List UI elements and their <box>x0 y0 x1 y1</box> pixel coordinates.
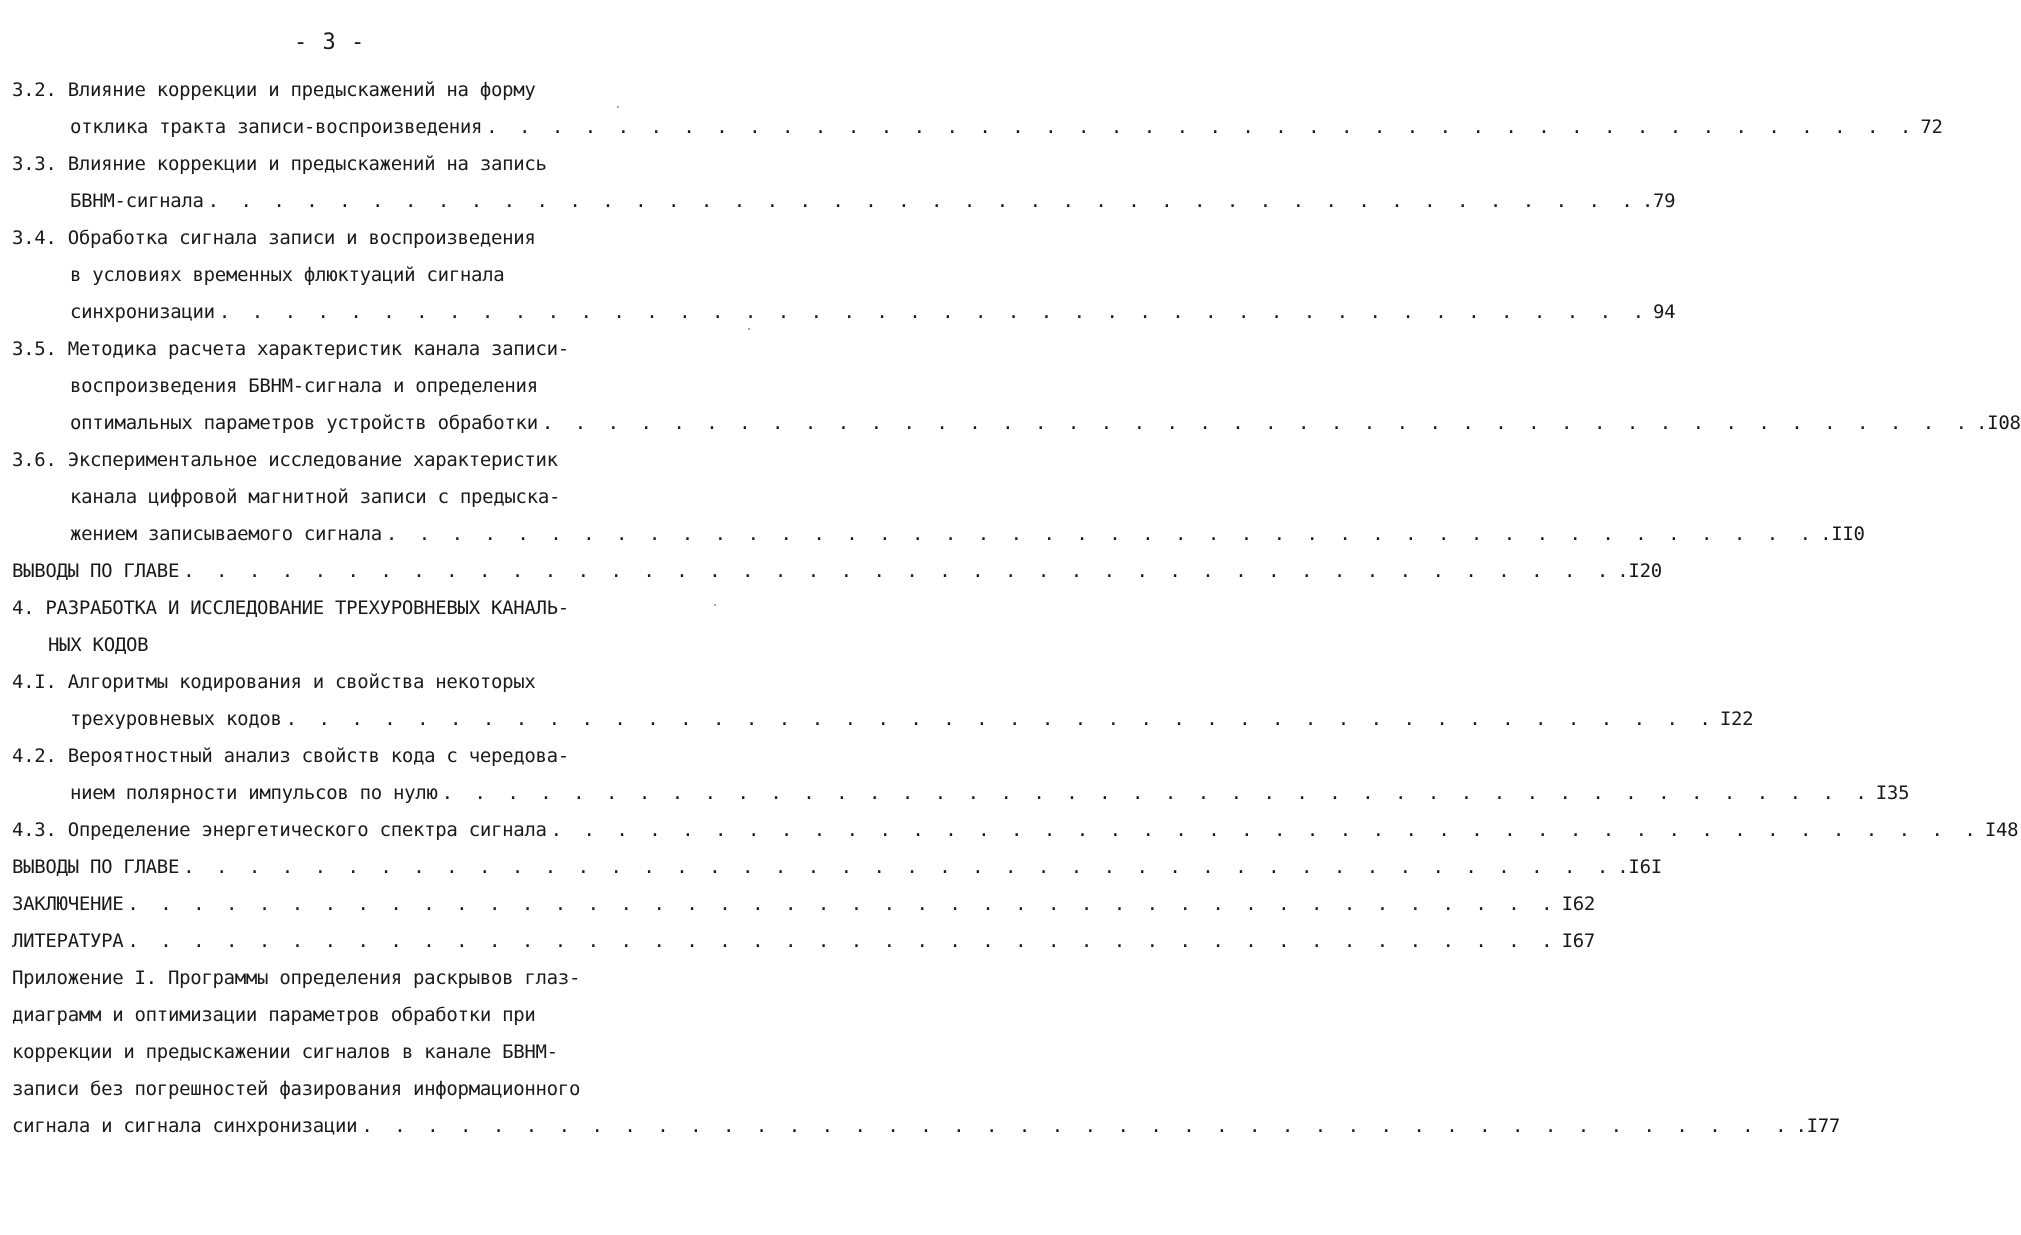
leader-dots: . . . . . . . . . . . . . . . . . . . . . . . . . . . . . . . . . . . . . . . . . . . . <box>183 856 1614 878</box>
toc-entry-text: ВЫВОДЫ ПО ГЛАВЕ <box>12 856 180 878</box>
toc-page-number: I48 <box>1984 819 2019 841</box>
toc-entry-3-6-line-3 <box>12 516 1865 553</box>
leader-dots: . . . . . . . . . . . . . . . . . . . . . . . . . . . . . . . . . . . . . . . . . . . . <box>285 708 1716 730</box>
toc-entry-3-5-line-3 <box>12 405 2021 442</box>
scan-speck <box>748 328 750 330</box>
toc-chapter-4-line-1: 4. РАЗРАБОТКА И ИССЛЕДОВАНИЕ ТРЕХУРОВНЕВЫХ КАНАЛЬ- <box>12 597 569 619</box>
leader-dots: . . . . . . . . . . . . . . . . . . . . . . . . . . . . . . . . . . . . . . . . . . . . <box>183 560 1614 582</box>
toc-entry-conclusions-ch3 <box>12 553 1662 590</box>
toc-entry-text: ВЫВОДЫ ПО ГЛАВЕ <box>12 560 180 582</box>
toc-page-number: .79 <box>1641 190 1676 212</box>
toc-page-number: .I6I <box>1617 856 1662 878</box>
leader-dots: . . . . . . . . . . . . . . . . . . . . . . . . . . . . . . . . . . . . . . . . . . . . <box>207 190 1638 212</box>
toc-page-number: I35 <box>1875 782 1910 804</box>
toc-appendix-line-3: коррекции и предыскажении сигналов в канале БВНМ- <box>12 1041 558 1063</box>
toc-entry-3-6-line-2: канала цифровой магнитной записи с предыска- <box>70 486 561 508</box>
toc-entry-4-2-line-2 <box>12 775 1910 812</box>
toc-entry-4-1-line-1: 4.I. Алгоритмы кодирования и свойства некоторых <box>12 671 536 693</box>
toc-chapter-4-line-2: НЫХ КОДОВ <box>48 634 149 656</box>
toc-entry-conclusion <box>12 886 1596 923</box>
toc-entry-text: синхронизации <box>70 301 215 323</box>
leader-dots: . . . . . . . . . . . . . . . . . . . . . . . . . . . . . . . . . . . . . . . . . . . . <box>541 412 1973 434</box>
toc-appendix-line-4: записи без погрешностей фазирования информационного <box>12 1078 581 1100</box>
toc-entry-text: отклика тракта записи-воспроизведения <box>70 116 483 138</box>
toc-page-number: 94 <box>1653 301 1676 323</box>
page-number: - 3 - <box>294 30 366 55</box>
toc-page-number: I22 <box>1719 708 1754 730</box>
toc-appendix-line-5 <box>12 1108 1841 1145</box>
leader-dots: . . . . . . . . . . . . . . . . . . . . . . . . . . . . . . . . . . . . . . . . . . . . <box>486 116 1917 138</box>
toc-appendix-line-1: Приложение I. Программы определения раскрывов глаз- <box>12 967 581 989</box>
toc-entry-text: сигнала и сигнала синхронизации <box>12 1115 358 1137</box>
toc-appendix-line-2: диаграмм и оптимизации параметров обработки при <box>12 1004 536 1026</box>
toc-page-number: .I77 <box>1795 1115 1841 1137</box>
scan-speck <box>617 106 619 108</box>
leader-dots: . . . . . . . . . . . . . . . . . . . . . . . . . . . . . . . . . . . . . . . . . . . . <box>441 782 1872 804</box>
toc-entry-text: оптимальных параметров устройств обработки <box>70 412 538 434</box>
leader-dots: . . . . . . . . . . . . . . . . . . . . . . . . . . . . . . . . . . . . . . . . . . . . <box>127 930 1558 952</box>
toc-entry-text: нием полярности импульсов по нулю <box>70 782 438 804</box>
leader-dots: . . . . . . . . . . . . . . . . . . . . . . . . . . . . . . . . . . . . . . . . . . . . <box>361 1115 1792 1137</box>
toc-entry-3-4-line-2: в условиях временных флюктуаций сигнала <box>70 264 505 286</box>
toc-entry-3-6-line-1: 3.6. Экспериментальное исследование характеристик <box>12 449 558 471</box>
toc-entry-4-3 <box>12 812 2019 849</box>
scan-speck <box>714 604 716 606</box>
toc-entry-text: ЗАКЛЮЧЕНИЕ <box>12 893 124 915</box>
toc-entry-3-3-line-2 <box>12 183 1676 220</box>
toc-entry-3-4-line-3 <box>12 294 1676 331</box>
toc-page-number: 72 <box>1920 116 1943 138</box>
toc-entry-text: ЛИТЕРАТУРА <box>12 930 124 952</box>
leader-dots: . . . . . . . . . . . . . . . . . . . . . . . . . . . . . . . . . . . . . . . . . . . . <box>550 819 1981 841</box>
toc-entry-3-5-line-2: воспроизведения БВНМ-сигнала и определения <box>70 375 538 397</box>
toc-entry-text: БВНМ-сигнала <box>70 190 204 212</box>
leader-dots: . . . . . . . . . . . . . . . . . . . . . . . . . . . . . . . . . . . . . . . . . . . . <box>218 301 1650 323</box>
toc-entry-3-2-line-1: 3.2. Влияние коррекции и предыскажений на форму <box>12 79 536 101</box>
leader-dots: . . . . . . . . . . . . . . . . . . . . . . . . . . . . . . . . . . . . . . . . . . . . <box>385 523 1817 545</box>
toc-entry-3-2-line-2 <box>12 109 1943 146</box>
toc-page-number: .I08 <box>1976 412 2021 434</box>
toc-page-number: .II0 <box>1820 523 1865 545</box>
toc-entry-4-1-line-2 <box>12 701 1754 738</box>
toc-entry-3-5-line-1: 3.5. Методика расчета характеристик канала записи- <box>12 338 569 360</box>
toc-entry-3-3-line-1: 3.3. Влияние коррекции и предыскажений на запись <box>12 153 547 175</box>
toc-entry-3-4-line-1: 3.4. Обработка сигнала записи и воспроизведения <box>12 227 536 249</box>
toc-entry-text: жением записываемого сигнала <box>70 523 382 545</box>
toc-entry-4-2-line-1: 4.2. Вероятностный анализ свойств кода с чередова- <box>12 745 569 767</box>
toc-entry-text: трехуровневых кодов <box>70 708 282 730</box>
toc-page-number: I62 <box>1561 893 1596 915</box>
toc-entry-conclusions-ch4 <box>12 849 1662 886</box>
leader-dots: . . . . . . . . . . . . . . . . . . . . . . . . . . . . . . . . . . . . . . . . . . . . <box>127 893 1558 915</box>
toc-page-number: .I20 <box>1617 560 1662 582</box>
table-of-contents <box>12 72 2021 1145</box>
toc-entry-text: 4.3. Определение энергетического спектра сигнала <box>12 819 547 841</box>
toc-entry-literature <box>12 923 1596 960</box>
toc-page-number: I67 <box>1561 930 1596 952</box>
